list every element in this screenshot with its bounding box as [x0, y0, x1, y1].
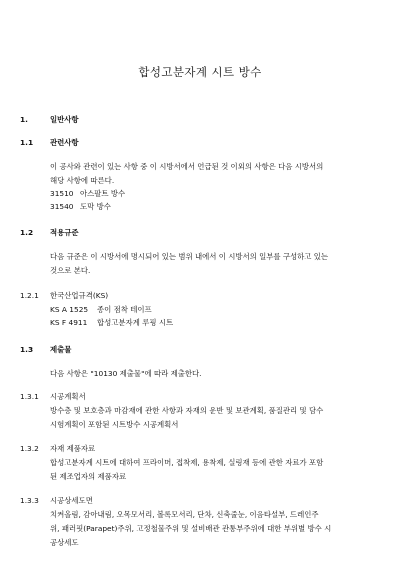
- subsection-1-3-3-text-line: 위, 패러핏(Parapet)주위, 고정철물주위 및 설비배관 관통부주위에 대한 부위별 방수 시: [50, 524, 332, 533]
- section-1-title: 일반사항: [50, 115, 79, 124]
- subsection-1-3-3-text-line: 치켜올림, 감아내림, 오목모서리, 볼록모서리, 단차, 신축줄눈, 이음타설부, 드레인주: [50, 510, 319, 519]
- subsection-1-3-3-number: 1.3.3: [20, 496, 39, 505]
- subsection-1-2-1-title: 한국산업규격(KS): [50, 291, 109, 300]
- subsection-1-3-1-text-line: 방수층 및 보호층과 마감재에 관한 사항과 자재의 운반 및 보관계획, 품질관리 및 담수: [50, 406, 324, 415]
- subsection-1-2-1-number: 1.2.1: [20, 291, 39, 300]
- standard-code: KS A 1525: [50, 305, 89, 314]
- subsection-1-3-2-text-line: 된 제조업자의 제품자료: [50, 472, 127, 481]
- subsection-1-3-1-title: 시공계획서: [50, 392, 86, 401]
- document-title: 합성고분자계 시트 방수: [138, 65, 262, 79]
- standard-label: 합성고분자계 루핑 시트: [97, 318, 174, 327]
- section-1-1-title: 관련사항: [50, 138, 79, 147]
- reference-label: 도막 방수: [80, 202, 111, 211]
- section-1-1-paragraph-line: 이 공사와 관련이 있는 사항 중 이 시방서에서 언급된 것 이외의 사항은 다음 시방서의: [50, 162, 324, 171]
- reference-code: 31510: [50, 189, 74, 198]
- subsection-1-3-1-number: 1.3.1: [20, 392, 39, 401]
- section-1-2-paragraph-line: 다음 규준은 이 시방서에 명시되어 있는 범위 내에서 이 시방서의 일부를 구성하고 있는: [50, 252, 329, 261]
- standard-code: KS F 4911: [50, 318, 88, 327]
- subsection-1-3-3-title: 시공상세도면: [50, 496, 93, 505]
- section-1-2-number: 1.2: [20, 228, 34, 237]
- subsection-1-3-3-text-line: 공상세도: [50, 538, 79, 547]
- reference-code: 31540: [50, 202, 74, 211]
- section-1-1-number: 1.1: [20, 138, 34, 147]
- section-1-number: 1.: [20, 115, 28, 124]
- reference-label: 아스팔트 방수: [80, 189, 126, 198]
- section-1-2-paragraph-line: 것으로 본다.: [50, 266, 91, 275]
- subsection-1-3-2-title: 자재 제품자료: [50, 444, 96, 453]
- section-1-3-number: 1.3: [20, 345, 34, 354]
- subsection-1-3-1-text-line: 시험계획이 포함된 시트방수 시공계획서: [50, 420, 179, 429]
- section-1-3-paragraph: 다음 사항은 "10130 제출물"에 따라 제출한다.: [50, 369, 202, 378]
- section-1-1-paragraph-line: 해당 사항에 따른다.: [50, 176, 115, 185]
- subsection-1-3-2-text-line: 합성고분자계 시트에 대하여 프라이머, 접착제, 용착제, 실링재 등에 관한 자료가 포함: [50, 458, 324, 467]
- section-1-3-title: 제출물: [50, 345, 72, 354]
- section-1-2-title: 적용규준: [50, 228, 79, 237]
- subsection-1-3-2-number: 1.3.2: [20, 444, 39, 453]
- standard-label: 종이 점착 테이프: [97, 305, 152, 314]
